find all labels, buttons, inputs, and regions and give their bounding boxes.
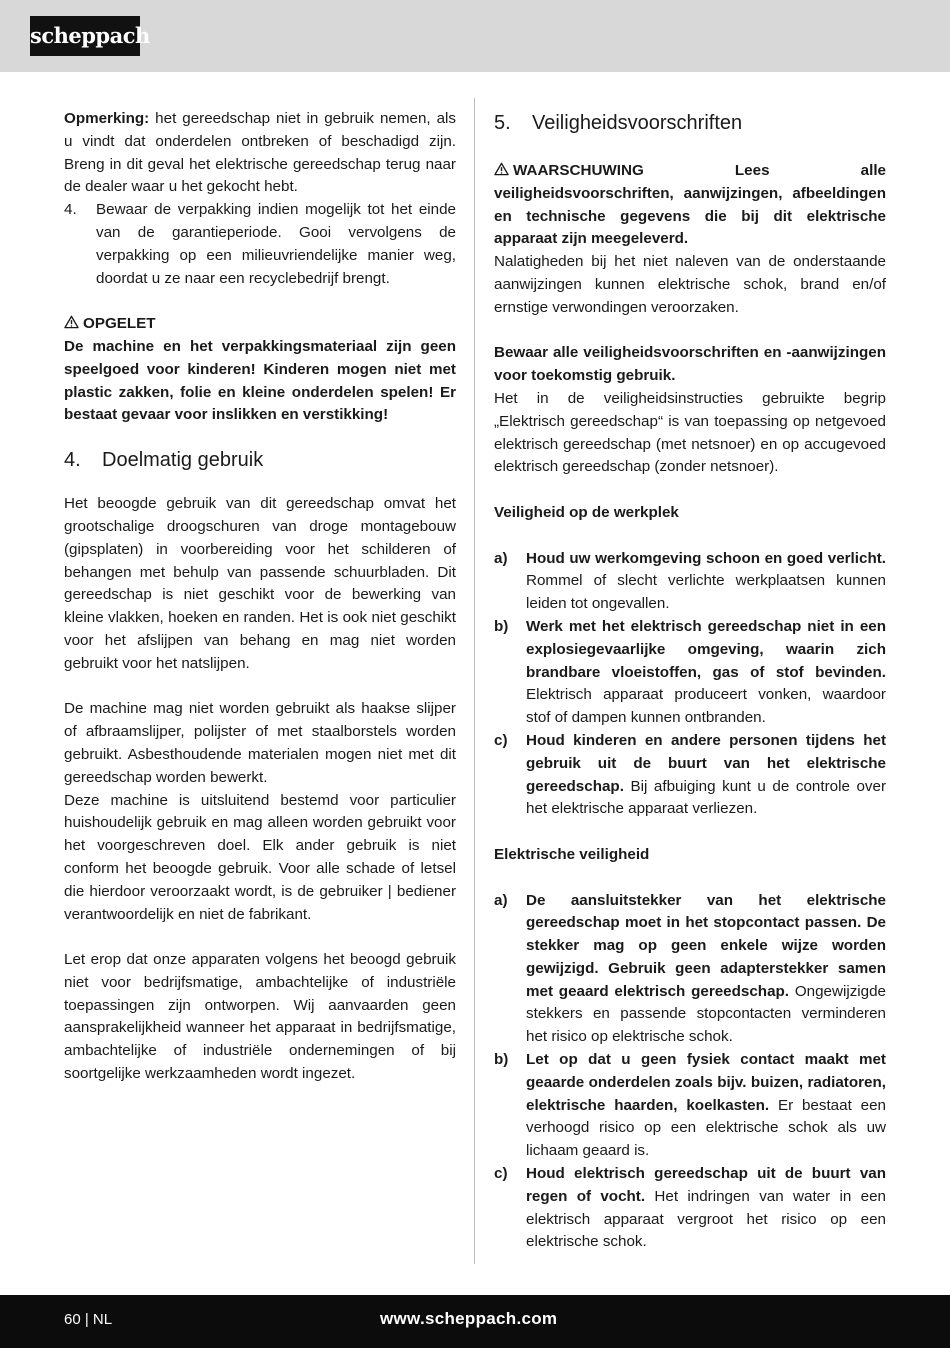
list-marker: 4. <box>64 201 77 219</box>
list-item-4 <box>64 199 456 290</box>
remark-text: het gereedschap niet in gebruik nemen, als u vindt dat onderdelen ontbreken of beschadigd zijn. Breng in dit geval het elektrische gereedschap terug naar de dealer waar u het gekocht hebt. <box>64 110 456 196</box>
list-item-bold: Werk met het elektrisch gereedschap niet in een explosiegevaarlijke omgeving, waarin zich brandbare vloeistoffen, gas of stof bevinden. <box>526 617 886 681</box>
keep-instructions-bold: Bewaar alle veiligheidsvoorschriften en -aanwijzingen voor toekomstig gebruik. <box>494 344 886 385</box>
workplace-item-a <box>494 548 886 616</box>
list-item-bold: Houd uw werkomgeving schoon en goed verlicht. <box>526 549 886 567</box>
workplace-heading: Veiligheid op de werkplek <box>494 503 679 521</box>
warning-bold <box>494 160 886 251</box>
electrical-heading: Elektrische veiligheid <box>494 845 650 863</box>
section-title: Veiligheidsvoorschriften <box>532 112 743 134</box>
list-marker: c) <box>494 1165 508 1183</box>
page-footer <box>0 1295 950 1348</box>
list-marker: a) <box>494 549 508 567</box>
keep-instructions-text: Het in de veiligheidsinstructies gebruikte begrip „Elektrisch gereedschap“ is van toepassing op netgevoed elektrisch gereedschap (met netsnoer) en op accugevoed elektrisch gereedschap (zonder netsnoer). <box>494 389 886 476</box>
caution-text: De machine en het verpakkingsmateriaal zijn geen speelgoed voor kinderen! Kinderen mogen niet met plastic zakken, folie en kleine onderdelen spelen! Er bestaat gevaar voor inslikken en verstikking! <box>64 337 456 424</box>
electrical-item-c <box>494 1163 886 1254</box>
usage-paragraph-4: Let erop dat onze apparaten volgens het beoogd gebruik niet voor bedrijfsmatige, ambachtelijke of industriële toepassingen zijn ontworpen. Wij aanvaarden geen aansprakelijkheid wanneer het apparaat in bedrijfsmatige, ambachtelijke of industriële ondernemingen of bij soortgelijke werkzaamheden wordt ingezet. <box>64 951 456 1083</box>
list-item-text: Er bestaat een verhoogd risico op een elektrische schok als uw lichaam geaard is. <box>526 1096 886 1160</box>
section-number: 4. <box>64 449 81 472</box>
list-item-bold: Houd kinderen en andere personen tijdens het gebruik uit de buurt van het elektrische gereedschap. <box>526 731 886 795</box>
page-number: 60 | NL <box>64 1311 113 1328</box>
caution-label: OPGELET <box>83 315 156 333</box>
list-item-text: Bewaar de verpakking indien mogelijk tot het einde van de garantieperiode. Gooi vervolgens de verpakking op een milieuvriendelijke manier weg, doordat u ze naar een recyclebedrijf brengt. <box>96 201 456 287</box>
usage-paragraph-3: Deze machine is uitsluitend bestemd voor particulier huishoudelijk gebruik en mag alleen worden gebruikt voor het voorgeschreven doel. Elk ander gebruik is niet conform het beoogde gebruik. Voor alle schade of letsel die hierdoor veroorzaakt wordt, is de gebruiker | bediener verantwoordelijk en niet de fabrikant. <box>64 791 456 923</box>
list-item-bold: Houd elektrisch gereedschap uit de buurt van regen of vocht. <box>526 1165 886 1205</box>
left-column <box>64 108 456 1086</box>
scheppach-logo: scheppach <box>30 16 140 56</box>
list-marker: b) <box>494 1051 509 1069</box>
list-item-bold: De aansluitstekker van het elektrische gereedschap moet in het stopcontact passen. De stekker mag op geen enkele wijze worden gewijzigd. Gebruik geen adapterstekker samen met geaard elektrisch gereedschap. <box>526 891 886 1000</box>
section-5-heading <box>494 110 886 136</box>
list-marker: b) <box>494 617 509 635</box>
section-title: Doelmatig gebruik <box>102 449 264 472</box>
list-item-text: Bij afbuiging kunt u de controle over het elektrische apparaat verliezen. <box>526 777 886 818</box>
list-item-text: Het indringen van water in een elektrisch apparaat vergroot het risico op een elektrische schok. <box>526 1187 886 1251</box>
section-number: 5. <box>494 112 511 134</box>
list-marker: a) <box>494 891 508 909</box>
usage-paragraph-2: De machine mag niet worden gebruikt als haakse slijper of afbraamslijper, polijster of met staalborstels worden gebruikt. Asbesthoudende materialen mogen niet met dit gereedschap worden bewerkt. <box>64 700 456 786</box>
workplace-item-c <box>494 730 886 821</box>
section-4-heading <box>64 447 456 473</box>
right-column <box>494 108 886 1254</box>
list-item-bold: Let op dat u geen fysiek contact maakt met geaarde onderdelen zoals bijv. buizen, radiatoren, elektrische haarden, koelkasten. <box>526 1051 886 1114</box>
warning-text: Nalatigheden bij het niet naleven van de onderstaande aanwijzingen kunnen elektrische schok, brand en/of ernstige verwondingen veroorzaken. <box>494 253 886 316</box>
page-header <box>0 0 950 72</box>
workplace-item-b <box>494 616 886 730</box>
electrical-item-a <box>494 890 886 1050</box>
usage-paragraph-1: Het beoogde gebruik van dit gereedschap omvat het grootschalige droogschuren van droge montagebouw (gipsplaten) in voorbereiding voor het schilderen of behangen met behulp van passende schuurbladen. Dit gereedschap is niet geschikt voor de bewerking van kleine vlakken, hoeken en randen. Het is ook niet geschikt voor het afslijpen van behang en mag niet worden gebruikt voor het natslijpen. <box>64 495 456 672</box>
list-marker: c) <box>494 731 508 749</box>
warning-triangle-icon <box>64 315 79 329</box>
remark-paragraph <box>64 108 456 199</box>
column-divider <box>474 98 475 1264</box>
warning-triangle-icon <box>494 162 509 176</box>
remark-label: Opmerking: <box>64 110 150 127</box>
list-item-text: Rommel of slecht verlichte werkplaatsen kunnen leiden tot ongevallen. <box>526 572 886 613</box>
electrical-item-b <box>494 1049 886 1163</box>
warning-bold-text: WAARSCHUWING Lees alle veiligheidsvoorschriften, aanwijzingen, afbeeldingen en technische gegevens die bij dit elektrische apparaat zijn meegeleverd. <box>494 162 886 248</box>
list-item-text: Elektrisch apparaat produceert vonken, waardoor stof of dampen kunnen ontbranden. <box>526 686 886 727</box>
caution-heading <box>64 313 456 336</box>
website-link[interactable]: www.scheppach.com <box>380 1309 558 1328</box>
list-item-text: Ongewijzigde stekkers en passende stopcontacten verminderen het risico op elektrische schok. <box>526 982 886 1046</box>
